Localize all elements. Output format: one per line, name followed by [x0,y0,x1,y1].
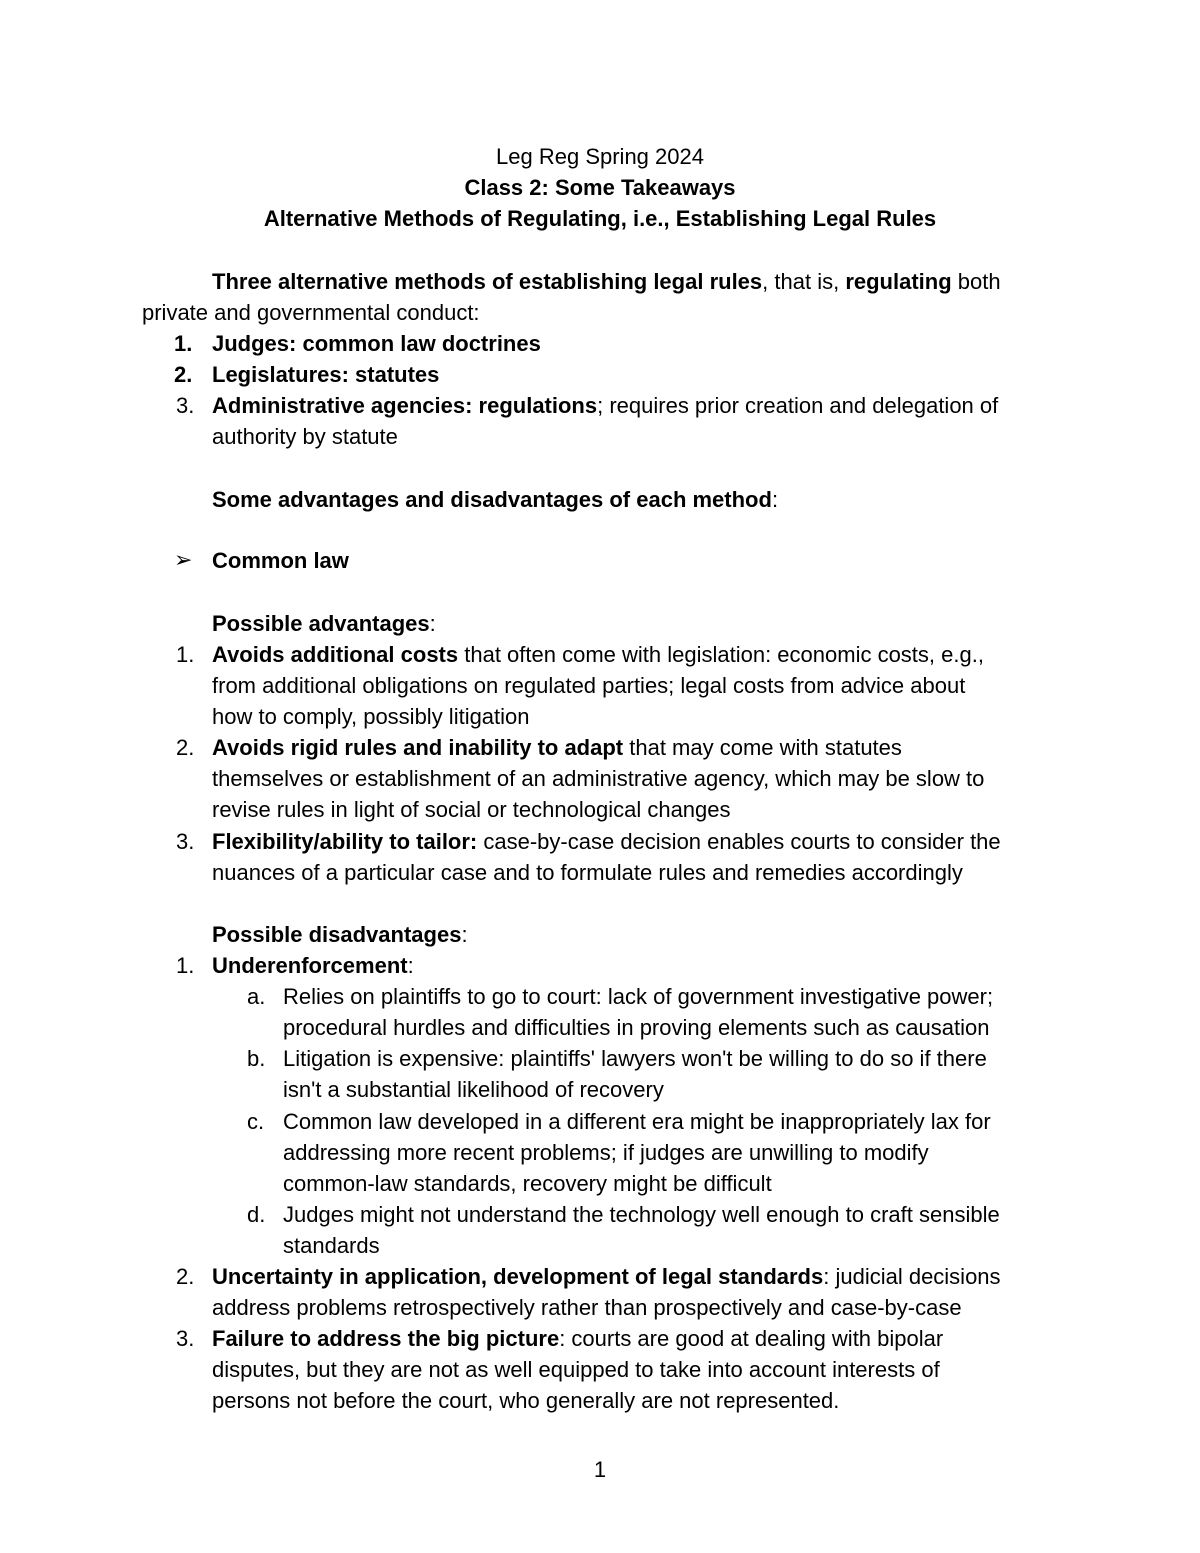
page-number: 1 [593,1457,607,1482]
advantage-item-cont: revise rules in light of social or technological changes [212,797,731,822]
advantage-item-cont: how to comply, possibly litigation [212,704,530,729]
advantage-item: Avoids rigid rules and inability to adapt that may come with statutes [212,735,902,760]
list-number: 3. [176,1326,195,1351]
list-number: 1. [174,331,193,356]
list-number: 2. [174,362,193,387]
disadvantage-item-cont: persons not before the court, who generally are not represented. [212,1388,840,1413]
document-subtitle: Alternative Methods of Regulating, i.e., Establishing Legal Rules [263,206,937,231]
list-number: 3. [176,393,195,418]
advantage-item-cont: from additional obligations on regulated parties; legal costs from advice about [212,673,966,698]
subitem-cont: addressing more recent problems; if judges are unwilling to modify [283,1140,929,1165]
list-number: 1. [176,642,195,667]
sublist-letter: c. [247,1109,265,1134]
common-law-heading: Common law [212,548,349,573]
subitem-cont: standards [283,1233,380,1258]
intro-line-2: private and governmental conduct: [142,300,480,325]
list-number: 2. [176,735,195,760]
arrow-bullet-icon: ➢ [174,548,193,573]
disadvantage-item: Underenforcement: [212,953,414,978]
subitem: Judges might not understand the technology well enough to craft sensible [283,1202,1000,1227]
class-title: Class 2: Some Takeaways [464,175,736,200]
intro-line-1: Three alternative methods of establishing legal rules, that is, regulating both [212,269,1001,294]
method-legislatures: Legislatures: statutes [212,362,440,387]
subitem-cont: isn't a substantial likelihood of recovery [283,1077,664,1102]
advantage-item-cont: themselves or establishment of an administrative agency, which may be slow to [212,766,985,791]
disadvantages-heading: Possible disadvantages: [212,922,468,947]
advantage-item: Avoids additional costs that often come with legislation: economic costs, e.g., [212,642,984,667]
disadvantage-item: Failure to address the big picture: courts are good at dealing with bipolar [212,1326,944,1351]
disadvantage-item-cont: disputes, but they are not as well equipped to take into account interests of [212,1357,940,1382]
sublist-letter: b. [247,1046,266,1071]
list-number: 2. [176,1264,195,1289]
advantage-item-cont: nuances of a particular case and to formulate rules and remedies accordingly [212,860,963,885]
method-judges: Judges: common law doctrines [212,331,541,356]
disadvantage-item-cont: address problems retrospectively rather than prospectively and case-by-case [212,1295,962,1320]
course-title: Leg Reg Spring 2024 [496,144,704,169]
sublist-letter: d. [247,1202,266,1227]
method-agencies: Administrative agencies: regulations; requires prior creation and delegation of [212,393,999,418]
sublist-letter: a. [247,984,266,1009]
list-number: 1. [176,953,195,978]
subitem: Relies on plaintiffs to go to court: lack of government investigative power; [283,984,994,1009]
disadvantage-item: Uncertainty in application, development of legal standards: judicial decisions [212,1264,1001,1289]
method-agencies-cont: authority by statute [212,424,398,449]
subitem: Common law developed in a different era might be inappropriately lax for [283,1109,991,1134]
list-number: 3. [176,829,195,854]
advantages-heading: Possible advantages: [212,611,436,636]
subitem-cont: common-law standards, recovery might be difficult [283,1171,772,1196]
advantage-item: Flexibility/ability to tailor: case-by-case decision enables courts to consider the [212,829,1001,854]
subitem: Litigation is expensive: plaintiffs' lawyers won't be willing to do so if there [283,1046,987,1071]
subitem-cont: procedural hurdles and difficulties in proving elements such as causation [283,1015,990,1040]
section-heading: Some advantages and disadvantages of each method: [212,487,779,512]
